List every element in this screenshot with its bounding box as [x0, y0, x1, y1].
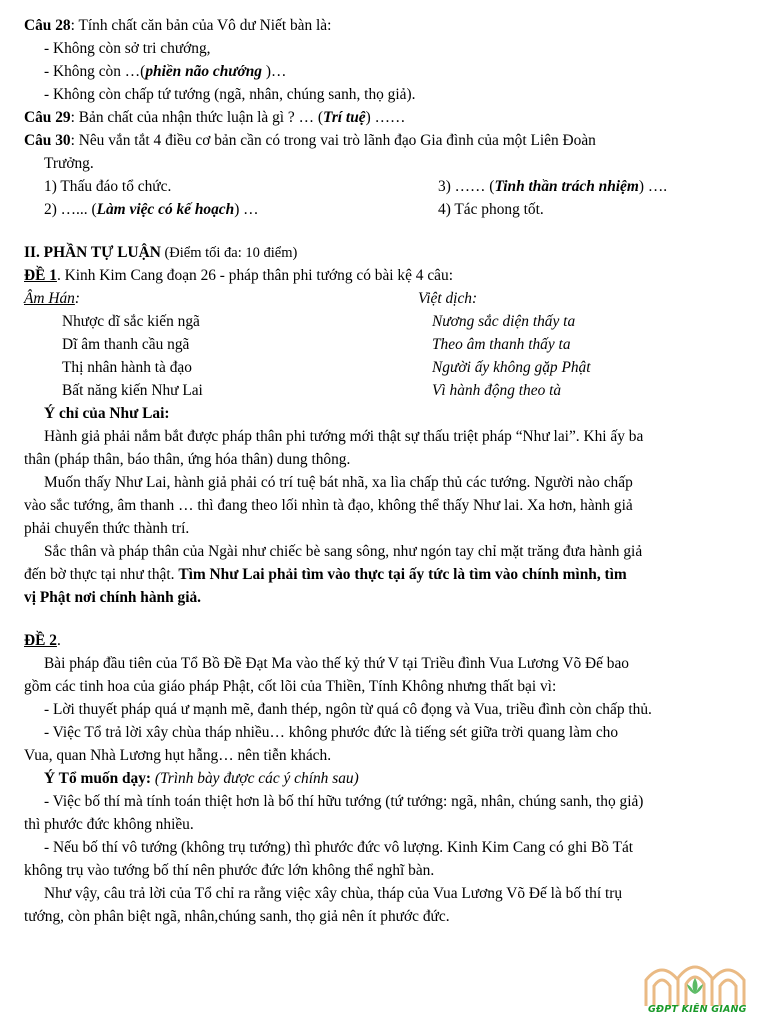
watermark-text: GĐPT KIÊN GIANG: [648, 1004, 747, 1015]
filled-answer: Trí tuệ: [322, 109, 366, 126]
paragraph-line: thì phước đức không nhiều.: [24, 816, 194, 833]
answer-item-3: [438, 175, 667, 198]
question-text-cont: Trưởng.: [44, 155, 94, 172]
verse-headers: [24, 287, 746, 310]
bullet-line: - Việc bố thí mà tính toán thiệt hơn là bố thí hữu tướng (tứ tướng: ngã, nhân, chúng sanh, thọ giả): [44, 793, 644, 810]
answer-text: - Không còn …(: [44, 63, 146, 80]
question-text: : Bản chất của nhận thức luận là gì ? … (: [70, 109, 323, 126]
paragraph-line: Bài pháp đầu tiên của Tổ Bồ Đề Đạt Ma vào thế kỷ thứ V tại Triều đình Vua Lương Võ Đế bao: [44, 655, 630, 672]
answer-text: 3) …… (: [438, 178, 495, 195]
answer-text: )…: [262, 63, 287, 80]
topic-1-heading: [24, 264, 746, 287]
verse-viet: Nương sắc diện thấy ta: [432, 313, 576, 330]
question-text: : Tính chất căn bản của Vô dư Niết bàn là:: [70, 17, 332, 34]
question-text: : Nêu vắn tắt 4 điều cơ bản cần có trong vai trò lãnh đạo Gia đình của một Liên Đoàn: [70, 132, 596, 149]
verse-row: [24, 310, 746, 333]
paragraph-line: [24, 563, 746, 586]
question-28: [24, 14, 746, 37]
spacer: [24, 609, 746, 629]
paragraph-line: Muốn thấy Như Lai, hành giả phải có trí tuệ bát nhã, xa lìa chấp thủ các tướng. Người nào chấp: [44, 474, 633, 491]
topic-text: . Kinh Kim Cang đoạn 26 - pháp thân phi tướng có bài kệ 4 câu:: [56, 267, 453, 284]
answer-row: [24, 175, 746, 198]
verse-header-colon: :: [74, 290, 81, 307]
paragraph-line: Vua, quan Nhà Lương hụt hẫng… nên tiễn khách.: [24, 747, 332, 764]
answer-text: ) …: [234, 201, 259, 218]
verse-row: [24, 379, 746, 402]
question-label: Câu 28: [24, 17, 71, 34]
paragraph-line: thân (pháp thân, báo thân, ứng hóa thân) dung thông.: [24, 451, 351, 468]
answer-text: - Không còn chấp tứ tướng (ngã, nhân, chúng sanh, thọ giả).: [44, 86, 416, 103]
topic-label: ĐỀ 2: [24, 632, 57, 649]
verse-han: Bất năng kiến Như Lai: [62, 382, 203, 399]
verse-viet: Vì hành động theo tà: [432, 382, 562, 399]
verse-han: Thị nhân hành tà đạo: [62, 359, 192, 376]
topic-label: ĐỀ 1: [24, 267, 57, 284]
verse-header-han: [24, 287, 418, 310]
answer-text: ) ….: [638, 178, 668, 195]
question-label: Câu 29: [24, 109, 71, 126]
topic-text: .: [56, 632, 61, 649]
paragraph-line: Như vậy, câu trả lời của Tổ chỉ ra rằng việc xây chùa, tháp của Vua Lương Võ Đế là bố thí trụ: [44, 885, 623, 902]
answer-item-1: 1) Thấu đáo tổ chức.: [44, 178, 172, 195]
bullet-line: - Nếu bố thí vô tướng (không trụ tướng) thì phước đức vô lượng. Kinh Kim Cang có ghi Bồ Tát: [44, 839, 634, 856]
paragraph-line: vào sắc tướng, âm thanh … thì đang theo lối nhìn tà đạo, không thể thấy Như lai. Xa hơn, hành giả: [24, 497, 633, 514]
paragraph-line: gồm các tinh hoa của giáo pháp Phật, cốt lõi của Thiền, Tính Không nhưng thất bại vì:: [24, 678, 557, 695]
verse-header-han-label: Âm Hán: [24, 290, 75, 307]
paragraph-line: phải chuyển thức thành trí.: [24, 520, 190, 537]
topic-2-heading: [24, 629, 746, 652]
question-text: ) ……: [365, 109, 406, 126]
answer-item-4: 4) Tác phong tốt.: [438, 201, 544, 218]
spacer: [24, 221, 746, 241]
answer-text: 2) …... (: [44, 201, 97, 218]
verse-viet: Theo âm thanh thấy ta: [432, 336, 571, 353]
verse-han: Dĩ âm thanh cầu ngã: [62, 336, 190, 353]
question-29: [24, 106, 746, 129]
paragraph-line: tướng, còn phân biệt ngã, nhân,chúng sanh, thọ giả nên ít phước đức.: [24, 908, 450, 925]
paragraph-text: đến bờ thực tại như thật.: [24, 566, 179, 583]
paragraph-line: Hành giả phải nắm bắt được pháp thân phi tướng mới thật sự thấu triệt pháp “Như lai”. Khi ấy ba: [44, 428, 644, 445]
section-heading: [24, 241, 746, 264]
verse-viet: Người ấy không gặp Phật: [432, 359, 591, 376]
verse-header-viet: Việt dịch:: [418, 290, 478, 307]
question-label: Câu 30: [24, 132, 71, 149]
subheading-note: (Trình bày được các ý chính sau): [151, 770, 359, 787]
section-title: II. PHẦN TỰ LUẬN: [24, 244, 161, 261]
paragraph-line: không trụ vào tướng bố thí nên phước đức lớn không thể nghĩ bàn.: [24, 862, 435, 879]
answer-row: [24, 198, 746, 221]
bullet-line: - Việc Tổ trả lời xây chùa tháp nhiều… không phước đức là tiếng sét giữa trời quang làm cho: [44, 724, 619, 741]
section-note: (Điểm tối đa: 10 điểm): [160, 245, 298, 261]
answer-line: [24, 83, 746, 106]
filled-answer: Tinh thần trách nhiệm: [494, 178, 639, 195]
bullet-line: - Lời thuyết pháp quá ư mạnh mẽ, đanh thép, ngôn từ quá cô đọng và Vua, triều đình còn chấp thủ.: [44, 701, 652, 718]
filled-answer: Làm việc có kế hoạch: [96, 201, 235, 218]
question-30: [24, 129, 746, 152]
subheading: [24, 767, 746, 790]
answer-text: - Không còn sở tri chướng,: [44, 40, 211, 57]
verse-row: [24, 333, 746, 356]
filled-answer: phiền não chướng: [145, 63, 263, 80]
paragraph-line: Sắc thân và pháp thân của Ngài như chiếc bè sang sông, như ngón tay chỉ mặt trăng đưa hành giả: [44, 543, 643, 560]
answer-line: [24, 37, 746, 60]
emphasis-text: Tìm Như Lai phải tìm vào thực tại ấy tức là tìm vào chính mình, tìm: [178, 566, 627, 583]
subheading: Ý chỉ của Như Lai:: [44, 405, 170, 422]
document-page: [24, 14, 746, 928]
verse-row: [24, 356, 746, 379]
paragraph-line: vị Phật nơi chính hành giả.: [24, 589, 202, 606]
answer-line: [24, 60, 746, 83]
answer-item-2: [44, 198, 438, 221]
verse-han: Nhược dĩ sắc kiến ngã: [62, 313, 200, 330]
subheading-label: Ý Tổ muốn dạy:: [44, 770, 152, 787]
